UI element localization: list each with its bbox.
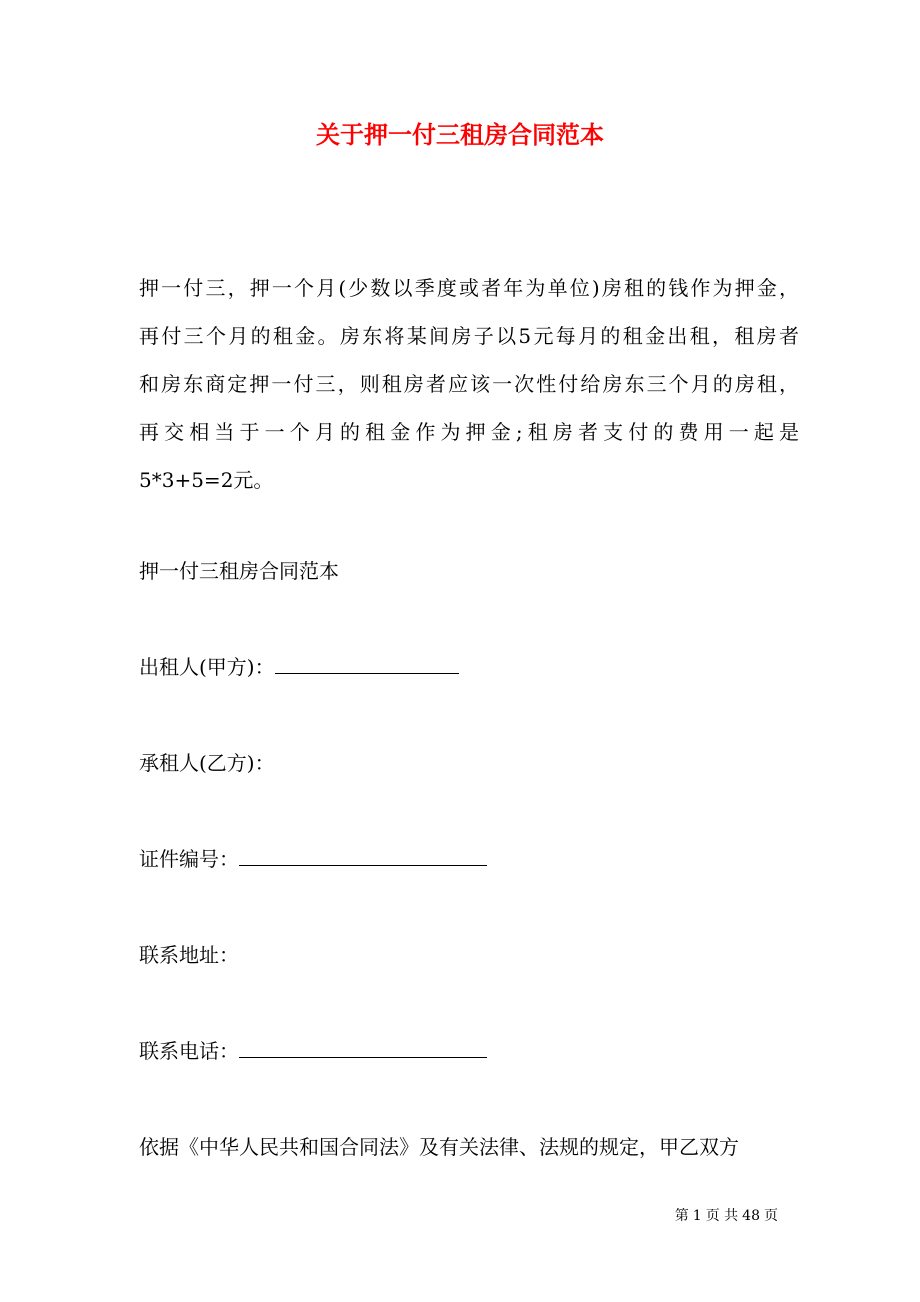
closing-line: 依据《中华人民共和国合同法》及有关法律、法规的规定，甲乙双方: [139, 1135, 739, 1159]
address-field: [139, 939, 799, 971]
intro-line: 再交相当于一个月的租金作为押金;租房者支付的费用一起是: [139, 420, 799, 444]
lessee-field: [139, 747, 799, 779]
lessor-label: 出租人(甲方)：: [139, 655, 275, 679]
document-title: 关于押一付三租房合同范本: [316, 120, 604, 149]
lessee-label: 承租人(乙方)：: [139, 751, 275, 775]
page-total: 48: [742, 1208, 760, 1224]
phone-blank-line: [239, 1035, 487, 1058]
intro-line: 5*3+5=2元。: [139, 468, 274, 492]
id-number-field: [139, 843, 799, 875]
closing-paragraph: [139, 1131, 799, 1163]
id-number-blank-line: [239, 843, 487, 866]
page-footer: [673, 1206, 780, 1226]
lessor-field: [139, 651, 799, 683]
page-mid: 页 共: [705, 1208, 739, 1224]
page-number: 1: [692, 1208, 702, 1224]
contract-subtitle: [139, 555, 799, 587]
id-number-label: 证件编号：: [139, 847, 239, 871]
lessor-blank-line: [275, 651, 459, 674]
intro-line: 押一付三，押一个月(少数以季度或者年为单位)房租的钱作为押金，: [139, 276, 799, 300]
intro-paragraph: [139, 264, 799, 504]
intro-line: 再付三个月的租金。房东将某间房子以5元每月的租金出租，租房者: [139, 324, 799, 348]
page-prefix: 第: [674, 1208, 689, 1224]
intro-line: 和房东商定押一付三，则租房者应该一次性付给房东三个月的房租，: [139, 372, 799, 396]
address-label: 联系地址：: [139, 943, 239, 967]
phone-field: [139, 1035, 799, 1067]
phone-label: 联系电话：: [139, 1039, 239, 1063]
contract-subtitle-text: 押一付三租房合同范本: [139, 559, 339, 583]
page-suffix: 页: [764, 1208, 778, 1224]
